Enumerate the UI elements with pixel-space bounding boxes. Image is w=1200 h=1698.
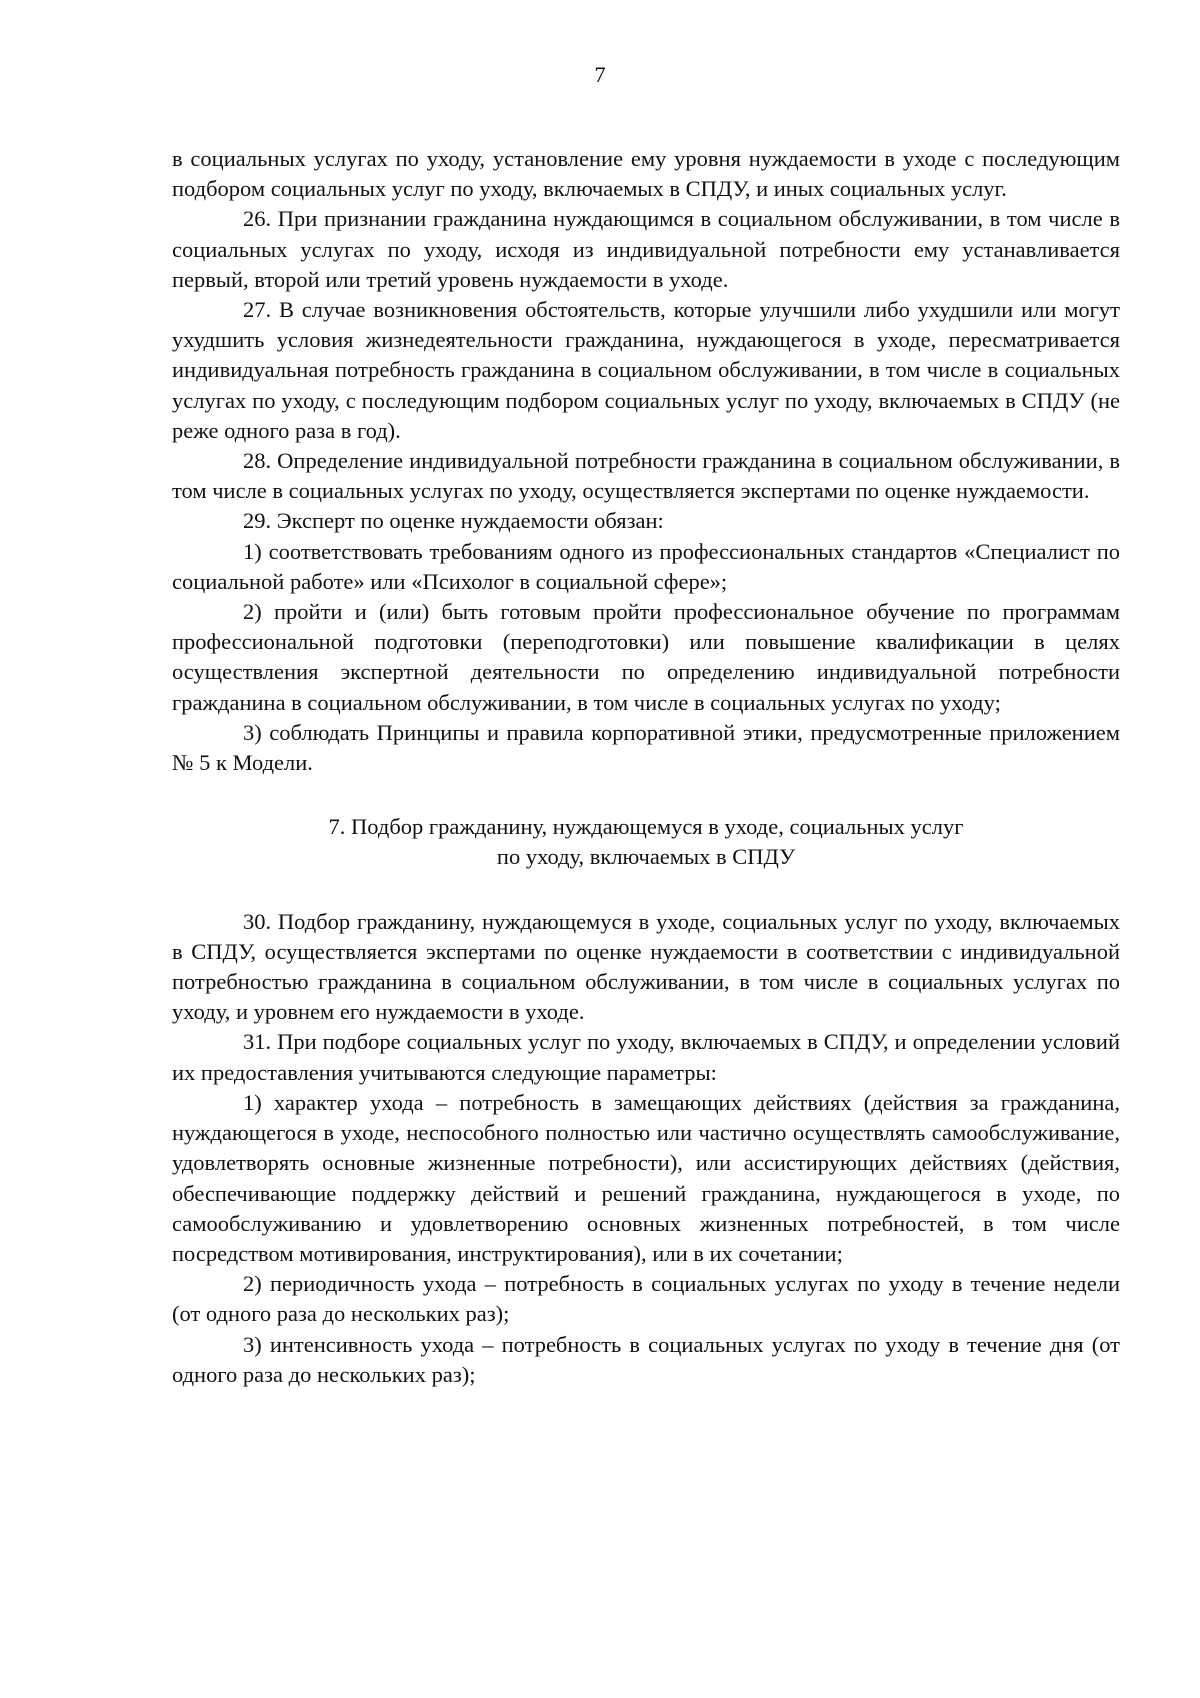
- paragraph-29: 29. Эксперт по оценке нуждаемости обязан:: [243, 508, 664, 534]
- list-item-31-2: 2) периодичность ухода – потребность в социальных услугах по уходу в течение недели (от одного раза до нескольких раз);: [172, 1271, 1120, 1327]
- section-heading-line-2: по уходу, включаемых в СПДУ: [496, 844, 796, 870]
- list-item-31-3: 3) интенсивность ухода – потребность в социальных услугах по уходу в течение дня (от одного раза до нескольких раз);: [172, 1331, 1120, 1387]
- paragraph-30: 30. Подбор гражданину, нуждающемуся в уходе, социальных услуг по уходу, включаемых в СПДУ, осуществляется экспертами по оценке нуждаемости в соответствии с индивидуальной потребностью гражданина в социальном обслуживании, в том числе в социальных услугах по уходу, и уровнем его нуждаемости в уходе.: [172, 908, 1120, 1025]
- paragraph-27: 27. В случае возникновения обстоятельств, которые улучшили либо ухудшили или могут ухудшить условия жизнедеятельности гражданина, нуждающегося в уходе, пересматривается индивидуальная потребность гражданина в социальном обслуживании, в том числе в социальных услугах по уходу, с последующим подбором социальных услуг по уходу, включаемых в СПДУ (не реже одного раза в год).: [172, 297, 1120, 443]
- list-item-29-3: 3) соблюдать Принципы и правила корпоративной этики, предусмотренные приложением № 5 к Модели.: [172, 719, 1120, 776]
- list-item-31-1: 1) характер ухода – потребность в замещающих действиях (действия за гражданина, нуждающегося в уходе, неспособного полностью или частично осуществлять самообслуживание, удовлетворять основные жизненные потребности), или ассистирующих действиях (действия, обеспечивающие поддержку действий и решений гражданина, нуждающегося в уходе, по самообслуживанию и удовлетворению основных жизненных потребностей, в том числе посредством мотивирования, инструктирования), или в их сочетании;: [172, 1089, 1120, 1266]
- page-number: 7: [594, 62, 606, 87]
- paragraph-31: 31. При подборе социальных услуг по уходу, включаемых в СПДУ, и определении условий их предоставления учитываются следующие параметры:: [172, 1029, 1120, 1085]
- paragraph-continuation: в социальных услугах по уходу, установление ему уровня нуждаемости в уходе с последующим подбором социальных услуг по уходу, включаемых в СПДУ, и иных социальных услуг.: [172, 146, 1120, 202]
- paragraph-28: 28. Определение индивидуальной потребности гражданина в социальном обслуживании, в том числе в социальных услугах по уходу, осуществляется экспертами по оценке нуждаемости.: [172, 448, 1120, 504]
- document-body: [172, 144, 1120, 1390]
- paragraph-26: 26. При признании гражданина нуждающимся в социальном обслуживании, в том числе в социальных услугах по уходу, исходя из индивидуальной потребности ему устанавливается первый, второй или третий уровень нуждаемости в уходе.: [172, 206, 1120, 292]
- section-heading: [172, 812, 1120, 872]
- list-item-29-1: 1) соответствовать требованиям одного из профессиональных стандартов «Специалист по социальной работе» или «Психолог в социальной сфере»;: [172, 538, 1120, 594]
- section-heading-line-1: 7. Подбор гражданину, нуждающемуся в уходе, социальных услуг: [328, 814, 964, 840]
- list-item-29-2: 2) пройти и (или) быть готовым пройти профессиональное обучение по программам профессиональной подготовки (переподготовки) или повышение квалификации в целях осуществления экспертной деятельности по определению индивидуальной потребности гражданина в социальном обслуживании, в том числе в социальных услугах по уходу;: [172, 599, 1120, 715]
